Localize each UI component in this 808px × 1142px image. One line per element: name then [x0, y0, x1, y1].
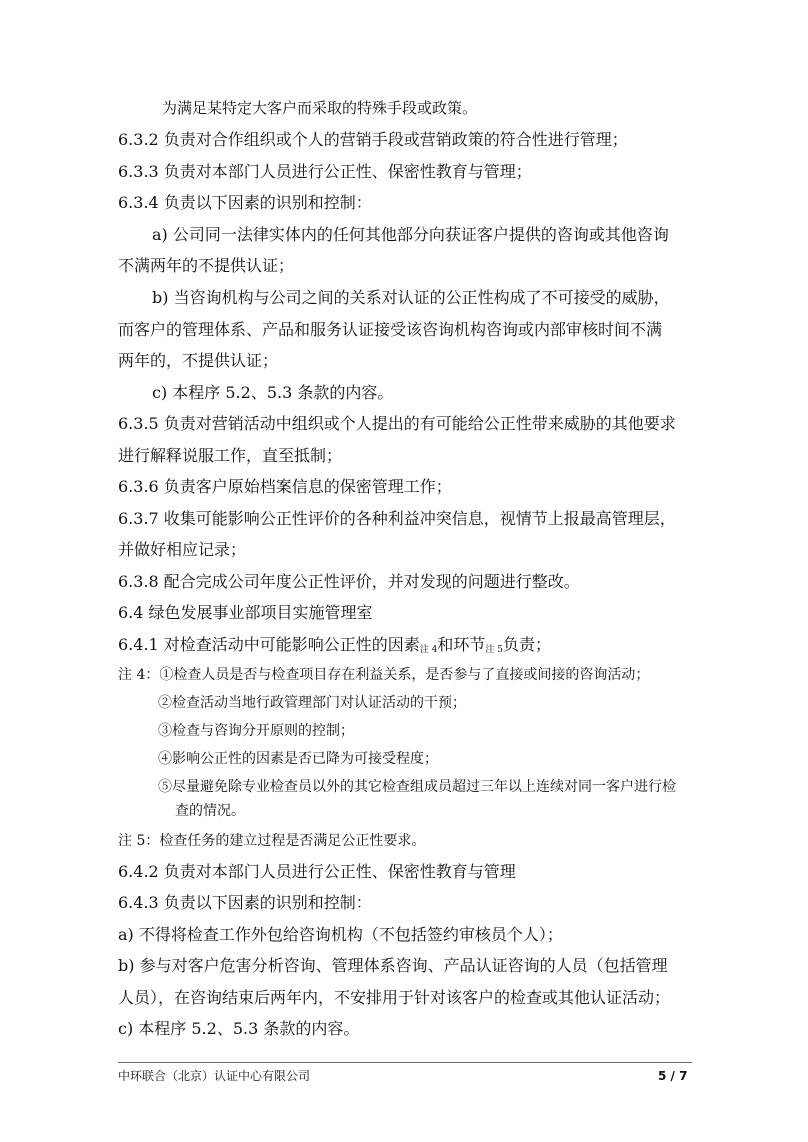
text-line: 进行解释说服工作，直至抵制；	[118, 446, 343, 465]
clause-6-3-6: 6.3.6 负责客户原始档案信息的保密管理工作；	[118, 477, 452, 496]
clause-6-4-1	[118, 635, 551, 658]
note-ref: 注 4	[419, 645, 438, 655]
section-6-4-heading: 6.4 绿色发展事业部项目实施管理室	[118, 603, 373, 622]
note-5: 注 5：检查任务的建立过程是否满足公正性要求。	[118, 833, 426, 849]
note-4: 注 4：①检查人员是否与检查项目存在利益关系，是否参与了直接或间接的咨询活动；	[118, 667, 650, 683]
note-item: ⑤尽量避免除专业检查员以外的其它检查组成员超过三年以上连续对同一客户进行检	[158, 779, 676, 795]
item-b: b) 当咨询机构与公司之间的关系对认证的公正性构成了不可接受的威胁，	[152, 288, 670, 307]
item-a: a) 不得将检查工作外包给咨询机构（不包括签约审核员个人）；	[118, 925, 563, 944]
clause-text: 负责；	[503, 635, 552, 654]
clause-6-3-4: 6.3.4 负责以下因素的识别和控制：	[118, 193, 372, 212]
item-c: c) 本程序 5.2、5.3 条款的内容。	[152, 383, 394, 402]
note-item: ②检查活动当地行政管理部门对认证活动的干预；	[158, 695, 466, 711]
clause-6-4-2: 6.4.2 负责对本部门人员进行公正性、保密性教育与管理	[118, 862, 516, 881]
note-item: ③检查与咨询分开原则的控制；	[158, 723, 354, 739]
footer-company: 中环联合（北京）认证中心有限公司	[118, 1069, 311, 1083]
clause-6-4-3: 6.4.3 负责以下因素的识别和控制：	[118, 893, 372, 912]
item-c: c) 本程序 5.2、5.3 条款的内容。	[118, 1019, 360, 1038]
text-line: 人员），在咨询结束后两年内，不安排用于针对该客户的检查或其他认证活动；	[118, 988, 671, 1007]
text-line: 为满足某特定大客户而采取的特殊手段或政策。	[162, 99, 478, 117]
note-item: ④影响公正性的因素是否已降为可接受程度；	[158, 751, 438, 767]
item-a: a) 公司同一法律实体内的任何其他部分向获证客户提供的咨询或其他咨询	[152, 225, 669, 244]
clause-6-3-3: 6.3.3 负责对本部门人员进行公正性、保密性教育与管理；	[118, 162, 532, 181]
clause-6-3-8: 6.3.8 配合完成公司年度公正性评价，并对发现的问题进行整改。	[118, 572, 580, 591]
clause-text: 6.4.1 对检查活动中可能影响公正性的因素	[118, 635, 420, 654]
note-item: 查的情况。	[175, 803, 245, 819]
page-number: 5 / 7	[658, 1069, 688, 1083]
clause-text: 和环节	[437, 635, 486, 654]
clause-6-3-5: 6.3.5 负责对营销活动中组织或个人提出的有可能给公正性带来威胁的其他要求	[118, 414, 676, 433]
text-line: 而客户的管理体系、产品和服务认证接受该咨询机构咨询或内部审核时间不满	[118, 320, 663, 339]
text-line: 并做好相应记录；	[118, 540, 247, 559]
clause-6-3-7: 6.3.7 收集可能影响公正性评价的各种利益冲突信息，视情节上报最高管理层，	[118, 509, 676, 528]
footer-divider	[118, 1062, 692, 1063]
item-b: b) 参与对客户危害分析咨询、管理体系咨询、产品认证咨询的人员（包括管理	[118, 956, 668, 975]
clause-6-3-2: 6.3.2 负责对合作组织或个人的营销手段或营销政策的符合性进行管理；	[118, 130, 628, 149]
text-line: 两年的，不提供认证；	[118, 351, 279, 370]
note-ref: 注 5	[485, 645, 504, 655]
text-line: 不满两年的不提供认证；	[118, 256, 295, 275]
